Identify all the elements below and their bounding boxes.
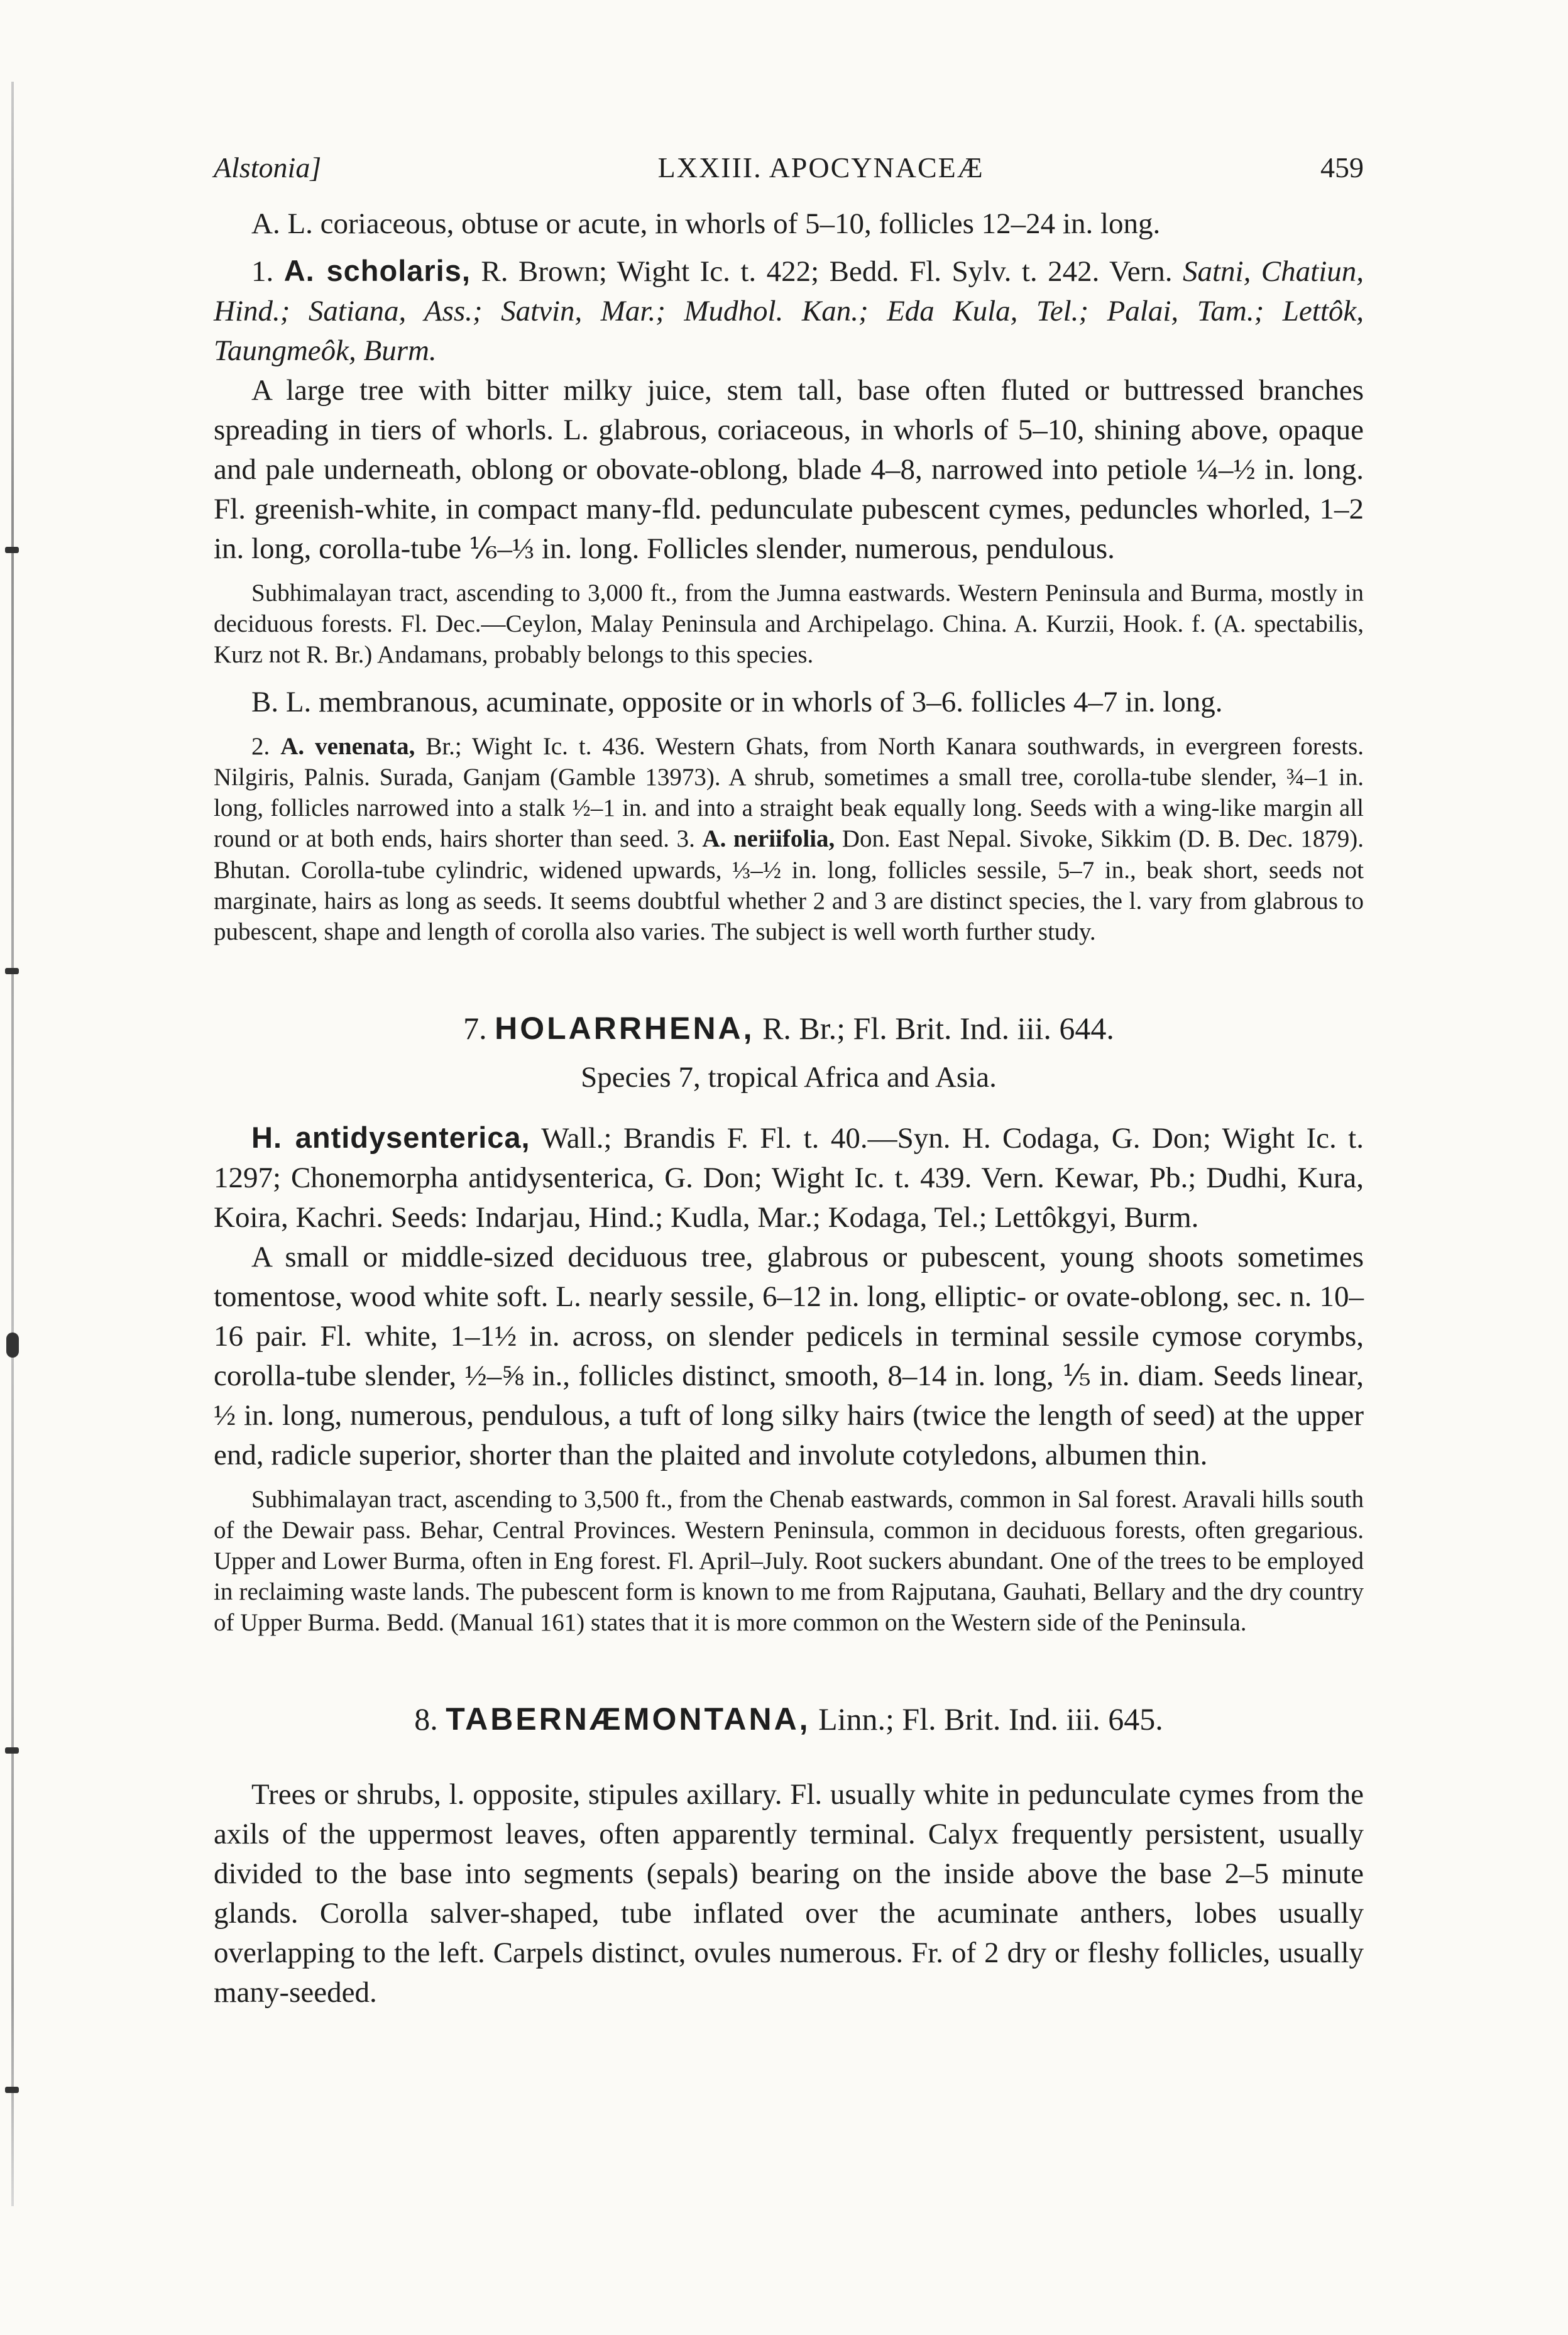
running-head-family: LXXIII. APOCYNACEÆ <box>657 151 984 184</box>
key-a: A. L. coriaceous, obtuse or acute, in whorls of 5–10, follicles 12–24 in. long. <box>251 207 1161 240</box>
scan-binding-edge <box>11 82 14 2206</box>
genus-7-heading <box>214 1010 1364 1047</box>
genus-7-name: HOLARRHENA, <box>495 1010 755 1046</box>
genus-7-number: 7. <box>463 1010 487 1046</box>
page-content <box>214 151 1364 2013</box>
genus-8-ref: Linn.; Fl. Brit. Ind. iii. 645. <box>818 1701 1163 1737</box>
genus-7-ref: R. Br.; Fl. Brit. Ind. iii. 644. <box>762 1010 1114 1046</box>
page-number: 459 <box>1320 151 1364 184</box>
species-1-description: A large tree with bitter milky juice, stem tall, base often fluted or buttressed branches spreading in tiers of whorls. L. glabrous, coriaceous, in whorls of 5–10, shining above, opaque and pale underneath, oblong or obovate-oblong, blade 4–8, narrowed into petiole ¼–½ in. long. Fl. greenish-white, in compact many-fld. pedunculate pubescent cymes, peduncles whorled, 1–2 in. long, corolla-tube ⅙–⅓ in. long. Follicles slender, numerous, pendulous. <box>214 373 1364 565</box>
species-1-heading <box>214 251 1364 371</box>
species-2-text: Br.; Wight Ic. t. 436. Western Ghats, from North Kanara southwards, in evergreen forests. Nilgiris, Palnis. Surada, Ganjam (Gamble 13973). A shrub, sometimes a small tree, corolla-tube slender, ¾–1 in. long, follicles narrowed into a stalk ½–1 in. and into a straight beak equally long. Seeds with a wing-like margin all round or at both ends, hairs shorter than seed. <box>214 733 1364 853</box>
genus-7-species-count: Species 7, tropical Africa and Asia. <box>581 1060 997 1094</box>
species-2-number: 2. <box>251 733 270 761</box>
holarrhena-refs: Wall.; Brandis F. Fl. t. 40.—Syn. H. Codaga, G. Don; Wight Ic. t. 1297; Chonemorpha antidysenterica, G. Don; Wight Ic. t. 439. Vern. Kewar, Pb.; Dudhi, Kura, Koira, Kachri. Seeds: Indarjau, Hind.; Kudla, Mar.; Kodaga, Tel.; Lettôkgyi, Burm. <box>214 1121 1364 1234</box>
genus-8-description: Trees or shrubs, l. opposite, stipules axillary. Fl. usually white in pedunculate cymes from the axils of the uppermost leaves, often apparently terminal. Calyx frequently persistent, usually divided to the base into segments (sepals) bearing on the inside above the base 2–5 minute glands. Corolla salver-shaped, tube inflated over the acuminate anthers, lobes usually overlapping to the left. Carpels distinct, ovules numerous. Fr. of 2 dry or fleshy follicles, usually many-seeded. <box>214 1778 1364 2009</box>
holarrhena-name: H. antidysenterica, <box>251 1120 530 1154</box>
species-1-vernacular: Satni, Chatiun, Hind.; Satiana, Ass.; Satvin, Mar.; Mudhol. Kan.; Eda Kula, Tel.; Palai, Tam.; Lettôk, Taungmeôk, Burm. <box>214 255 1364 367</box>
binding-mark <box>5 2087 19 2093</box>
species-1-name: A. scholaris, <box>283 253 471 287</box>
holarrhena-heading <box>214 1118 1364 1238</box>
holarrhena-distribution: Subhimalayan tract, ascending to 3,500 ft., from the Chenab eastwards, common in Sal forest. Aravali hills south of the Dewair pass. Behar, Central Provinces. Western Peninsula, common in deciduous forests, often gregarious. Upper and Lower Burma, often in Eng forest. Fl. April–July. Root suckers abundant. One of the trees to be employed in reclaiming waste lands. The pubescent form is known to me from Rajputana, Gauhati, Bellary and the dry country of Upper Burma. Bedd. (Manual 161) states that it is more common on the Western side of the Peninsula. <box>214 1485 1364 1637</box>
species-3-name: A. neriifolia, <box>702 825 835 853</box>
genus-8-heading <box>214 1701 1364 1737</box>
binding-mark <box>5 547 19 553</box>
genus-8-name: TABERNÆMONTANA, <box>446 1701 811 1737</box>
genus-8-number: 8. <box>414 1701 438 1737</box>
binding-mark <box>6 1332 19 1358</box>
species-2-name: A. venenata, <box>280 733 415 761</box>
species-1-number: 1. <box>251 255 274 288</box>
species-1-refs: R. Brown; Wight Ic. t. 422; Bedd. Fl. Sylv. t. 242. Vern. <box>481 255 1173 288</box>
running-head <box>214 151 1364 184</box>
binding-mark <box>5 968 19 974</box>
species-3-text: Don. East Nepal. Sivoke, Sikkim (D. B. Dec. 1879). Bhutan. Corolla-tube cylindric, widened upwards, ⅓–½ in. long, follicles sessile, 5–7 in., beak short, seeds not marginate, hairs as long as seeds. It seems doubtful whether 2 and 3 are distinct species, the l. vary from glabrous to pubescent, shape and length of corolla also varies. The subject is well worth further study. <box>214 825 1364 945</box>
running-head-genus: Alstonia] <box>214 151 322 184</box>
holarrhena-description: A small or middle-sized deciduous tree, glabrous or pubescent, young shoots sometimes tomentose, wood white soft. L. nearly sessile, 6–12 in. long, elliptic- or ovate-oblong, sec. n. 10–16 pair. Fl. white, 1–1½ in. across, on slender pedicels in terminal sessile cymose corymbs, corolla-tube slender, ½–⅝ in., follicles distinct, smooth, 8–14 in. long, ⅕ in. diam. Seeds linear, ½ in. long, numerous, pendulous, a tuft of long silky hairs (twice the length of seed) at the upper end, radicle superior, shorter than the plaited and involute cotyledons, albumen thin. <box>214 1240 1364 1471</box>
binding-mark <box>5 1747 19 1754</box>
species-1-distribution: Subhimalayan tract, ascending to 3,000 ft., from the Jumna eastwards. Western Peninsula and Burma, mostly in deciduous forests. Fl. Dec.—Ceylon, Malay Peninsula and Archipelago. China. A. Kurzii, Hook. f. (A. spectabilis, Kurz not R. Br.) Andamans, probably belongs to this species. <box>214 579 1364 668</box>
key-b: B. L. membranous, acuminate, opposite or in whorls of 3–6. follicles 4–7 in. long. <box>251 686 1223 719</box>
species-3-number: 3. <box>676 825 695 853</box>
species-2-3-paragraph <box>214 731 1364 947</box>
